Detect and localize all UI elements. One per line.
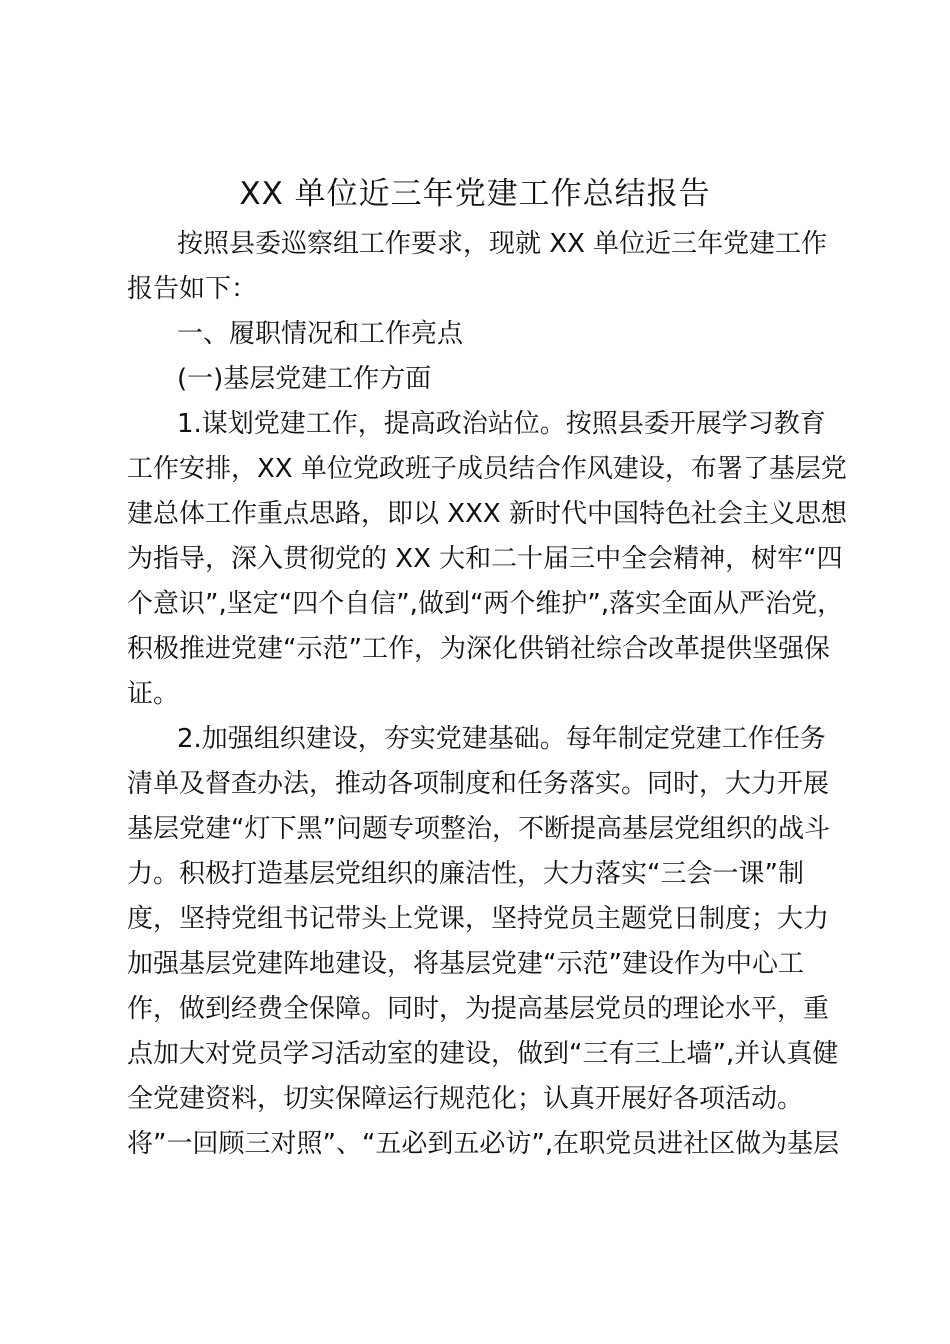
paragraph-line: 力。积极打造基层党组织的廉洁性，大力落实“三会一课”制 <box>127 859 804 889</box>
paragraph-line: 积极推进党建“示范”工作，为深化供销社综合改革提供坚强保 <box>127 634 830 664</box>
paragraph-line: 2.加强组织建设，夯实党建基础。每年制定党建工作任务 <box>177 724 826 754</box>
paragraph-line: 点加大对党员学习活动室的建设，做到“三有三上墙”,并认真健 <box>127 1039 839 1069</box>
paragraph-line: 建总体工作重点思路，即以 XXX 新时代中国特色社会主义思想 <box>127 499 847 529</box>
paragraph-line: 报告如下： <box>127 274 258 304</box>
paragraph-line: 为指导，深入贯彻党的 XX 大和二十届三中全会精神，树牢“四 <box>127 544 843 574</box>
paragraph-line: 工作安排，XX 单位党政班子成员结合作风建设，布署了基层党 <box>127 454 847 484</box>
section-heading: 一、履职情况和工作亮点 <box>177 319 464 349</box>
paragraph-line: 加强基层党建阵地建设，将基层党建“示范”建设作为中心工 <box>127 949 804 979</box>
paragraph-line: 个意识”,坚定“四个自信”,做到“两个维护”,落实全面从严治党， <box>127 589 844 619</box>
paragraph-line: 将”一回顾三对照”、“五必到五必访”,在职党员进社区做为基层 <box>127 1129 840 1159</box>
paragraph-line: 基层党建“灯下黑”问题专项整治，不断提高基层党组织的战斗 <box>127 814 830 844</box>
paragraph-line: 按照县委巡察组工作要求，现就 XX 单位近三年党建工作 <box>177 229 828 259</box>
paragraph-line: 证。 <box>127 679 180 709</box>
document-title: XX 单位近三年党建工作总结报告 <box>239 176 711 212</box>
paragraph-line: 全党建资料，切实保障运行规范化；认真开展好各项活动。 <box>127 1084 804 1114</box>
subsection-heading: (一)基层党建工作方面 <box>177 364 432 394</box>
paragraph-line: 度，坚持党组书记带头上党课，坚持党员主题党日制度；大力 <box>127 904 830 934</box>
paragraph-line: 1.谋划党建工作，提高政治站位。按照县委开展学习教育 <box>177 409 826 439</box>
paragraph-line: 清单及督查办法，推动各项制度和任务落实。同时，大力开展 <box>127 769 830 799</box>
paragraph-line: 作，做到经费全保障。同时，为提高基层党员的理论水平，重 <box>127 994 830 1024</box>
